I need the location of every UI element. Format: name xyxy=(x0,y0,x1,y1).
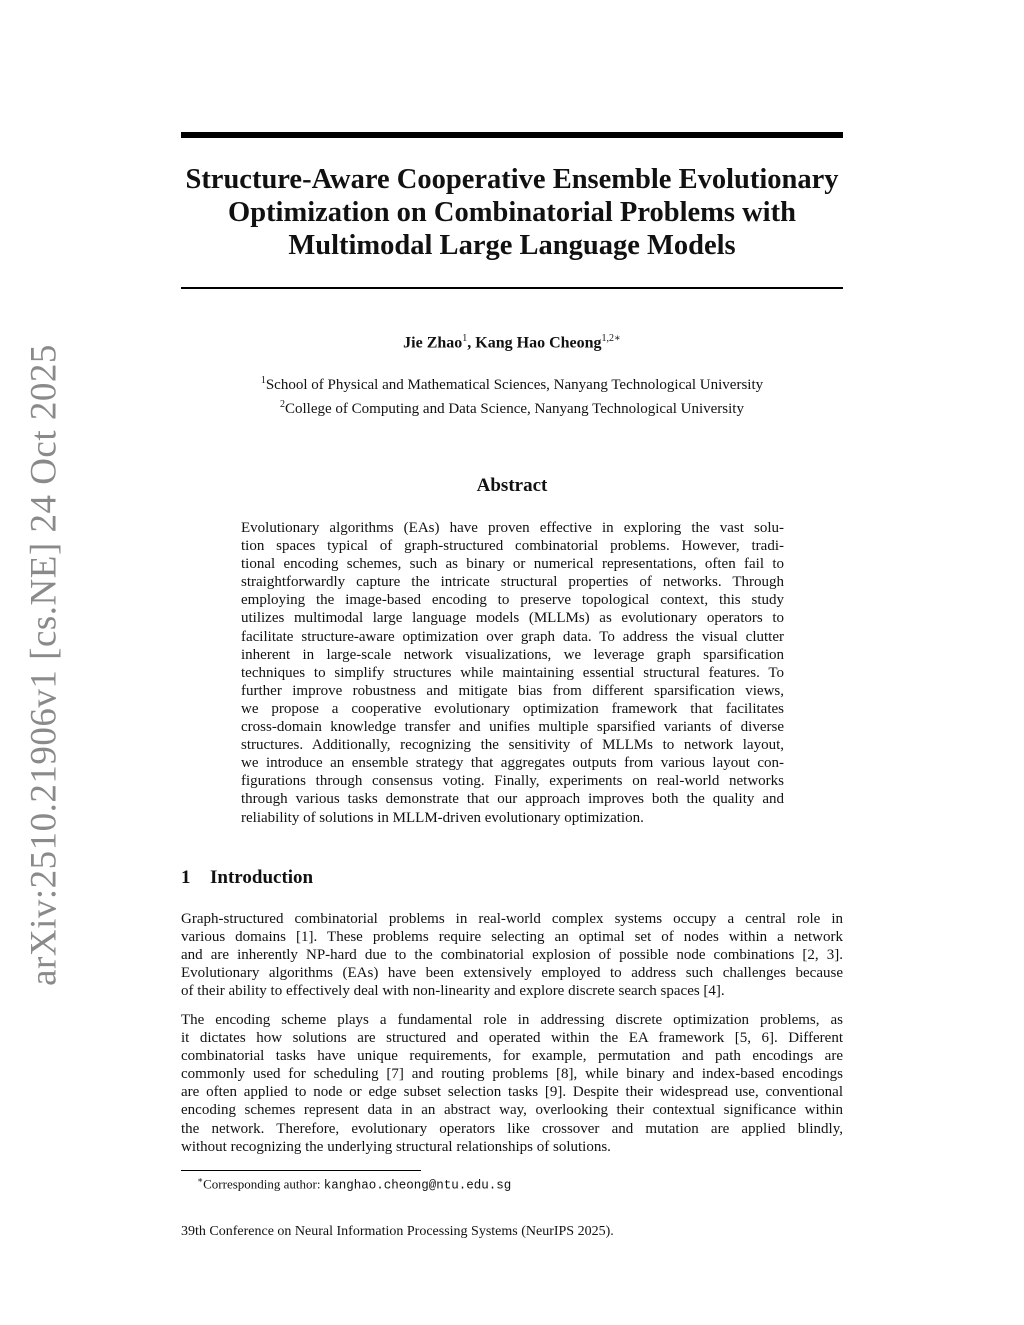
title-line: Optimization on Combinatorial Problems with xyxy=(228,197,796,228)
author-name: Jie Zhao xyxy=(403,334,463,352)
abstract-line: techniques to simplify structures while maintaining essential structural features. To xyxy=(241,664,784,681)
abstract-line: inherent in large-scale network visualizations, we leverage graph sparsification xyxy=(241,646,784,663)
venue-footer: 39th Conference on Neural Information Processing Systems (NeurIPS 2025). xyxy=(181,1224,614,1239)
title-line: Structure-Aware Cooperative Ensemble Evolutionary xyxy=(185,164,839,195)
affiliation-text: School of Physical and Mathematical Sciences, Nanyang Technological University xyxy=(265,377,764,393)
paragraph-line: The encoding scheme plays a fundamental role in addressing discrete optimization problems, as xyxy=(181,1012,843,1028)
abstract-line: employing the image-based encoding to preserve topological context, this study xyxy=(241,592,784,609)
author-separator: , xyxy=(467,334,476,352)
affiliation-line xyxy=(181,371,843,395)
abstract-heading: Abstract xyxy=(476,475,548,496)
intro-paragraph-1 xyxy=(181,910,843,1000)
abstract-line: we introduce an ensemble strategy that aggregates outputs from various layout con- xyxy=(241,755,784,772)
paragraph-line: without recognizing the underlying structural relationships of solutions. xyxy=(181,1138,611,1155)
footnote xyxy=(197,1175,511,1192)
abstract-line: facilitate structure-aware optimization over graph data. To address the visual clutter xyxy=(241,628,784,645)
abstract-line: utilizes multimodal large language models (MLLMs) as evolutionary operators to xyxy=(241,610,784,627)
footnote-rule xyxy=(181,1170,421,1171)
title-top-rule xyxy=(181,132,843,138)
section-title: Introduction xyxy=(210,867,314,888)
abstract-line: figurations through consensus voting. Finally, experiments on real-world networks xyxy=(241,773,784,790)
affiliation-text: College of Computing and Data Science, Nanyang Technological University xyxy=(285,401,744,417)
affiliation-mark: 1 xyxy=(260,375,266,386)
paragraph-line: Graph-structured combinatorial problems in real-world complex systems occupy a central role in xyxy=(181,911,843,927)
abstract-line: tional encoding schemes, such as binary or numerical representations, often fail to xyxy=(241,556,784,573)
paragraph-line: combinatorial tasks have unique requirements, for example, permutation and path encodings are xyxy=(181,1048,843,1065)
section-number: 1 xyxy=(181,867,191,888)
title-line: Multimodal Large Language Models xyxy=(288,230,736,261)
paragraph-line: the network. Therefore, evolutionary operators like crossover and mutation are applied blindly, xyxy=(181,1120,843,1137)
abstract-line: Evolutionary algorithms (EAs) have proven effective in exploring the vast solu- xyxy=(241,520,784,536)
footnote-mark: ∗ xyxy=(197,1175,204,1185)
paragraph-line: commonly used for scheduling [7] and routing problems [8], while binary and index-based encodings xyxy=(181,1066,843,1083)
abstract-line: cross-domain knowledge transfer and unifies multiple sparsified variants of diverse xyxy=(241,719,784,736)
paragraph-line: various domains [1]. These problems require selecting an optimal set of nodes within a network xyxy=(181,929,843,946)
abstract-line: tion spaces typical of graph-structured combinatorial problems. However, tradi- xyxy=(241,538,784,555)
author-affiliation-mark: 1 xyxy=(462,333,468,344)
abstract-line: reliability of solutions in MLLM-driven evolutionary optimization. xyxy=(241,809,644,826)
author-name: Kang Hao Cheong xyxy=(475,334,602,352)
paragraph-line: it dictates how solutions are structured and operated within the EA framework [5, 6]. Different xyxy=(181,1030,843,1047)
abstract-line: we propose a cooperative evolutionary optimization framework that facilitates xyxy=(241,700,784,717)
abstract-line: further improve robustness and mitigate bias from different sparsification views, xyxy=(241,682,784,699)
author-affiliation-mark: 1,2∗ xyxy=(601,333,621,344)
affiliation-line xyxy=(181,395,843,419)
author-email-link[interactable]: kanghao.cheong@ntu.edu.sg xyxy=(323,1178,512,1193)
footnote-text: Corresponding author: xyxy=(203,1176,324,1192)
abstract-line: structures. Additionally, recognizing the sensitivity of MLLMs to network layout, xyxy=(241,737,784,754)
paper-title xyxy=(181,163,843,262)
title-bottom-rule xyxy=(181,287,843,289)
affiliation-mark: 2 xyxy=(280,399,285,410)
affiliations xyxy=(181,371,843,419)
paragraph-line: are often applied to node or edge subset selection tasks [9]. Despite their widespread use, conventional xyxy=(181,1084,843,1101)
paragraph-line: encoding schemes represent data in an abstract way, overlooking their contextual significance within xyxy=(181,1102,843,1119)
paragraph-line: Evolutionary algorithms (EAs) have been extensively employed to address such challenges because xyxy=(181,965,843,982)
abstract-line: straightforwardly capture the intricate structural properties of networks. Through xyxy=(241,574,784,591)
paragraph-line: and are inherently NP-hard due to the combinatorial explosion of possible node combinations [2, 3]. xyxy=(181,947,843,964)
intro-paragraph-2 xyxy=(181,1011,843,1156)
arxiv-identifier-stamp[interactable]: arXiv:2510.21906v1 [cs.NE] 24 Oct 2025 xyxy=(23,344,65,986)
author-list xyxy=(181,333,843,352)
abstract-line: through various tasks demonstrate that our approach improves both the quality and xyxy=(241,791,784,808)
abstract-body xyxy=(241,519,784,827)
section-heading-introduction xyxy=(181,867,843,889)
paragraph-line: of their ability to effectively deal with non-linearity and explore discrete search spaces [4]. xyxy=(181,983,725,1000)
